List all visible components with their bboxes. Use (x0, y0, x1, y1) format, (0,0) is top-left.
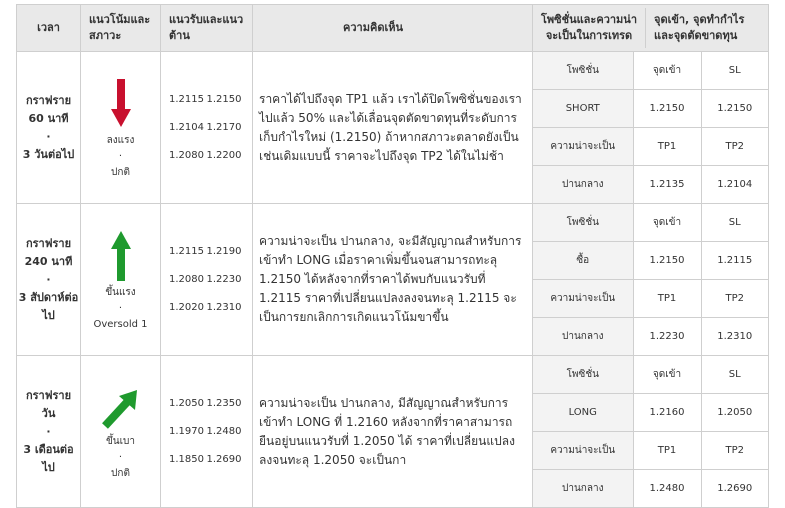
header-position-entry (533, 5, 769, 52)
timeframe-cell (17, 356, 81, 508)
level-row (169, 294, 244, 322)
grid-cell: 1.2480 (633, 470, 701, 508)
grid-cell: TP2 (701, 432, 768, 470)
resistance-level: 1.2230 (206, 273, 242, 285)
position-cell (533, 52, 769, 204)
grid-label: SHORT (533, 90, 633, 128)
grid-cell: TP1 (633, 432, 701, 470)
trend-dot: · (118, 303, 123, 314)
comment-cell: ความน่าจะเป็น ปานกลาง, มีสัญญาณสำหรับการเข้าทำ LONG ที่ 1.2160 หลังจากที่ราคาสามารถยืนอยู่บนแนวรับที่ 1.2050 ได้ ราคาที่เปลี่ยนแปลงลงจนทะลุ 1.2050 จะเป็นกา (253, 356, 533, 508)
grid-cell: จุดเข้า (633, 356, 701, 394)
timeframe-horizon: 3 เดือนต่อไป (23, 442, 74, 474)
header-comment (253, 5, 533, 52)
resistance-level: 1.2480 (206, 425, 242, 437)
grid-cell: 1.2135 (633, 166, 701, 204)
grid-label: ปานกลาง (533, 318, 633, 356)
grid-cell: 1.2310 (717, 331, 753, 342)
forecast-row (17, 356, 769, 508)
support-level: 1.2104 (169, 121, 204, 133)
grid-cell: TP1 (633, 280, 701, 318)
grid-label: ความน่าจะเป็น (533, 280, 633, 318)
position-cell (533, 204, 769, 356)
grid-cell: 1.2150 (633, 90, 701, 128)
trend-dot: · (118, 452, 123, 463)
grid-row (533, 280, 768, 318)
grid-cell: SL (701, 204, 768, 242)
timeframe-cell (17, 204, 81, 356)
grid-row (533, 432, 768, 470)
trend-dot: · (118, 151, 123, 162)
timeframe-period: วัน (41, 406, 56, 420)
up-arrow-icon (111, 231, 131, 281)
forecast-row (17, 204, 769, 356)
timeframe-label: กราฟราย (25, 93, 72, 107)
grid-label: ความน่าจะเป็น (533, 432, 633, 470)
timeframe-label: กราฟราย (25, 236, 72, 250)
grid-cell: 1.2050 (701, 394, 768, 432)
trend-state: ปกติ (111, 167, 130, 178)
grid-cell: จุดเข้า (633, 52, 701, 90)
trend-state: Oversold 1 (93, 319, 148, 330)
header-levels: แนวรับและแนวต้าน (161, 5, 253, 52)
grid-label: โพซิชั่น (533, 204, 633, 242)
support-level: 1.2115 (169, 93, 204, 105)
grid-label: ความน่าจะเป็น (533, 128, 633, 166)
levels-cell (161, 52, 253, 204)
grid-row (533, 166, 768, 204)
grid-cell: TP2 (701, 128, 768, 166)
level-row (169, 446, 244, 474)
grid-cell: 1.2150 (701, 90, 768, 128)
resistance-level: 1.2690 (206, 453, 242, 465)
header-position: โพซิชั่นและความน่าจะเป็นในการเทรด (533, 8, 646, 48)
level-row (169, 390, 244, 418)
timeframe-dot: · (46, 272, 51, 286)
grid-row (533, 204, 768, 242)
resistance-level: 1.2170 (206, 121, 242, 133)
level-row (169, 418, 244, 446)
trend-state: ปกติ (111, 468, 130, 479)
forecast-row (17, 52, 769, 204)
grid-row (533, 318, 768, 356)
grid-label: โพซิชั่น (533, 52, 633, 90)
timeframe-cell (17, 52, 81, 204)
header-row (17, 5, 769, 52)
timeframe-label: กราฟราย (25, 388, 72, 402)
grid-row (533, 52, 768, 90)
grid-cell: TP2 (701, 280, 768, 318)
timeframe-dot: · (46, 129, 51, 143)
level-row (169, 142, 244, 170)
timeframe-horizon: 3 สัปดาห์ต่อไป (18, 290, 79, 322)
down-arrow-icon (111, 79, 131, 129)
levels-cell (161, 204, 253, 356)
level-row (169, 266, 244, 294)
header-time: เวลา (17, 5, 81, 52)
grid-label: ปานกลาง (533, 470, 633, 508)
grid-row (533, 128, 768, 166)
grid-row (533, 470, 768, 508)
trend-strength: ลงแรง (106, 135, 135, 146)
support-level: 1.1850 (169, 453, 204, 465)
support-level: 1.2080 (169, 149, 204, 161)
grid-label: LONG (533, 394, 633, 432)
grid-row (533, 356, 768, 394)
resistance-level: 1.2200 (206, 149, 242, 161)
level-row (169, 238, 244, 266)
support-level: 1.2080 (169, 273, 204, 285)
levels-cell (161, 356, 253, 508)
resistance-level: 1.2150 (206, 93, 242, 105)
trend-cell (81, 356, 161, 508)
grid-cell: 1.2690 (717, 483, 753, 494)
comment-cell: ราคาได้ไปถึงจุด TP1 แล้ว เราได้ปิดโพซิชั่นของเราไปแล้ว 50% และได้เลื่อนจุดตัดขาดทุนที่ระดับการเก็บกำไรใหม่ (1.2150) ถ้าหากสภาวะตลาดยังเป็นเช่นเดิมแบบนี้ ราคาจะไปถึงจุด TP2 ได้ในไม่ช้า (253, 52, 533, 204)
header-comment-text: ความคิดเห็น (343, 21, 403, 34)
trend-strength: ขึ้นแรง (105, 287, 136, 298)
grid-cell: SL (701, 52, 768, 90)
grid-cell: 1.2160 (633, 394, 701, 432)
timeframe-period: 240 นาที (24, 254, 73, 268)
timeframe-period: 60 นาที (28, 111, 69, 125)
grid-cell: 1.2115 (701, 242, 768, 280)
grid-label: ซื้อ (533, 242, 633, 280)
diagonal-up-arrow-icon (101, 386, 141, 430)
trend-strength: ขึ้นเบา (105, 436, 136, 447)
support-level: 1.1970 (169, 425, 204, 437)
position-grid (533, 356, 768, 507)
header-trend: แนวโน้มและสภาวะ (81, 5, 161, 52)
forecast-table (16, 4, 769, 508)
resistance-level: 1.2310 (206, 301, 242, 313)
position-grid (533, 204, 768, 355)
grid-row (533, 242, 768, 280)
grid-cell: 1.2150 (633, 242, 701, 280)
header-entry: จุดเข้า, จุดทำกำไรและจุดตัดขาดทุน (654, 13, 745, 42)
timeframe-dot: · (46, 424, 51, 438)
forecast-table-wrapper (16, 4, 768, 508)
grid-label: ปานกลาง (533, 166, 633, 204)
position-cell (533, 356, 769, 508)
comment-cell: ความน่าจะเป็น ปานกลาง, จะมีสัญญาณสำหรับการเข้าทำ LONG เมื่อราคาเพิ่มขึ้นจนสามารถทะลุ 1.2150 ได้หลังจากที่ราคาได้พบกับแนวรับที่ 1.2115 ราคาที่เปลี่ยนแปลงลงจนทะลุ 1.2115 จะเป็นการยกเลิกการเกิดแนวโน้มขาขึ้น (253, 204, 533, 356)
grid-cell: 1.2104 (717, 179, 753, 190)
support-level: 1.2115 (169, 245, 204, 257)
grid-cell: จุดเข้า (633, 204, 701, 242)
grid-cell: SL (701, 356, 768, 394)
trend-cell (81, 204, 161, 356)
support-level: 1.2020 (169, 301, 204, 313)
grid-cell: TP1 (633, 128, 701, 166)
resistance-level: 1.2190 (206, 245, 242, 257)
grid-cell: 1.2230 (633, 318, 701, 356)
grid-row (533, 394, 768, 432)
trend-cell (81, 52, 161, 204)
grid-row (533, 90, 768, 128)
level-row (169, 114, 244, 142)
support-level: 1.2050 (169, 397, 204, 409)
resistance-level: 1.2350 (206, 397, 242, 409)
level-row (169, 86, 244, 114)
position-grid (533, 52, 768, 203)
grid-label: โพซิชั่น (533, 356, 633, 394)
timeframe-horizon: 3 วันต่อไป (22, 147, 75, 161)
